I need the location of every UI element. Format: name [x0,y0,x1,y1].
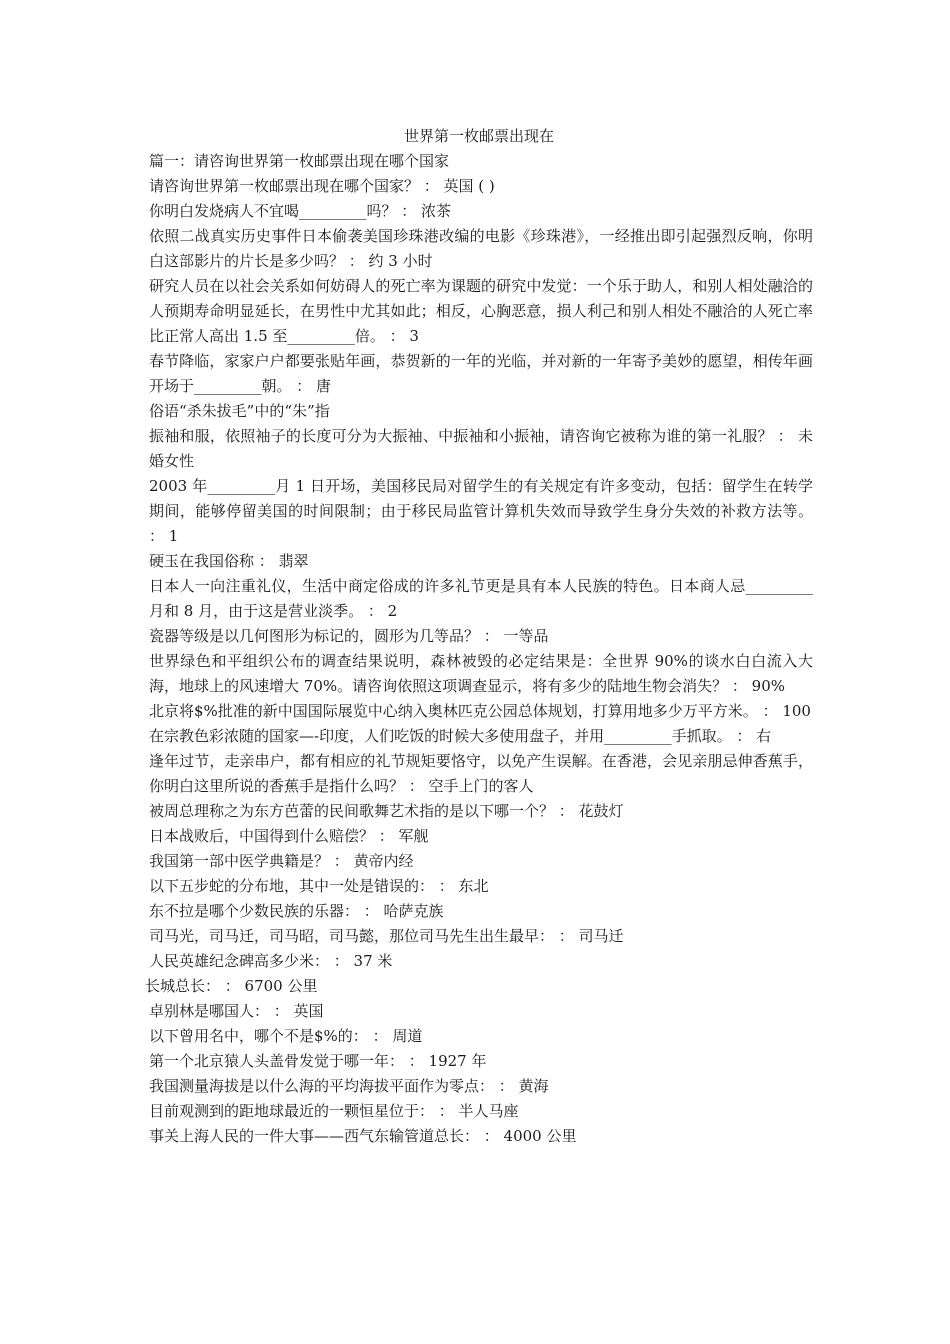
paragraph: 司马光，司马迁，司马昭，司马懿，那位司马先生出生最早： ： 司马迁 [149,927,624,945]
document-title: 世界第一枚邮票出现在 [403,127,554,145]
paragraph: 春节降临，家家户户都要张贴年画，恭贺新的一年的光临，并对新的一年寄予美妙的愿望，相传年画开场于_________朝。 ： 唐 [149,352,813,395]
paragraph: 你明白发烧病人不宜喝_________吗？ ： 浓茶 [149,202,452,220]
document-body [145,124,813,1149]
paragraph: 卓别林是哪国人： ： 英国 [149,1002,324,1020]
paragraph: 日本人一向注重礼仪，生活中商定俗成的许多礼节更是具有本人民族的特色。日本商人忌_________月和 8 月，由于这是营业淡季。 ： 2 [149,577,813,620]
paragraph: 被周总理称之为东方芭蕾的民间歌舞艺术指的是以下哪一个？ ： 花鼓灯 [149,802,624,820]
paragraph: 第一个北京猿人头盖骨发觉于哪一年： ： 1927 年 [149,1052,487,1070]
paragraph: 逢年过节，走亲串户，都有相应的礼节规矩要恪守，以免产生误解。在香港，会见亲朋忌伸香蕉手，你明白这里所说的香蕉手是指什么吗？ ： 空手上门的客人 [149,752,813,795]
paragraph: 世界绿色和平组织公布的调查结果说明，森林被毁的必定结果是：全世界 90%的谈水白白流入大海，地球上的风速增大 70%。请咨询依照这项调查显示，将有多少的陆地生物会消失？ ： 90% [149,652,813,695]
paragraph: 瓷器等级是以几何图形为标记的，圆形为几等品？ ： 一等品 [149,627,549,645]
paragraph: 研究人员在以社会关系如何妨碍人的死亡率为课题的研究中发觉：一个乐于助人，和别人相处融洽的人预期寿命明显延长，在男性中尤其如此；相反，心胸恶意，损人利己和别人相处不融洽的人死亡率比正常人高出 1.5 至_________倍。 ： 3 [149,277,813,345]
paragraph: 我国第一部中医学典籍是？ ： 黄帝内经 [149,852,414,870]
paragraph: 目前观测到的距地球最近的一颗恒星位于： ： 半人马座 [149,1102,519,1120]
paragraph: 长城总长： ： 6700 公里 [145,977,318,995]
paragraph: 振袖和服，依照袖子的长度可分为大振袖、中振袖和小振袖，请咨询它被称为谁的第一礼服？ ： 未婚女性 [149,427,813,470]
paragraph: 北京将$%批准的新中国国际展览中心纳入奥林匹克公园总体规划，打算用地多少万平方米。 ： 100 [149,702,811,720]
paragraph: 以下五步蛇的分布地，其中一处是错误的： ： 东北 [149,877,489,895]
paragraph: 俗语“杀朱拔毛”中的“朱”指 [149,402,330,420]
paragraph: 我国测量海拔是以什么海的平均海拔平面作为零点： ： 黄海 [149,1077,549,1095]
paragraph: 日本战败后，中国得到什么赔偿？ ： 军舰 [149,827,429,845]
paragraph: 东不拉是哪个少数民族的乐器： ： 哈萨克族 [149,902,444,920]
paragraph: 在宗教色彩浓随的国家—-印度，人们吃饭的时候大多使用盘子，并用_________手抓取。 ： 右 [149,727,772,745]
paragraph: 硬玉在我国俗称 ： 翡翠 [149,552,309,570]
paragraph: 依照二战真实历史事件日本偷袭美国珍珠港改编的电影《珍珠港》，一经推出即引起强烈反响，你明白这部影片的片长是多少吗？ ： 约 3 小时 [149,227,813,270]
paragraph: 2003 年_________月 1 日开场，美国移民局对留学生的有关规定有许多变动，包括：留学生在转学期间，能够停留美国的时间限制；由于移民局监管计算机失效而导致学生身分失效的补救方法等。 ： 1 [149,477,813,545]
paragraph: 以下曾用名中，哪个不是$%的： ： 周道 [149,1027,423,1045]
paragraph: 人民英雄纪念碑高多少米： ： 37 米 [149,952,393,970]
paragraph: 篇一：请咨询世界第一枚邮票出现在哪个国家 [149,152,450,170]
paragraph: 请咨询世界第一枚邮票出现在哪个国家？ ： 英国 ( ) [149,177,495,195]
paragraph: 事关上海人民的一件大事——西气东输管道总长： ： 4000 公里 [149,1127,577,1145]
